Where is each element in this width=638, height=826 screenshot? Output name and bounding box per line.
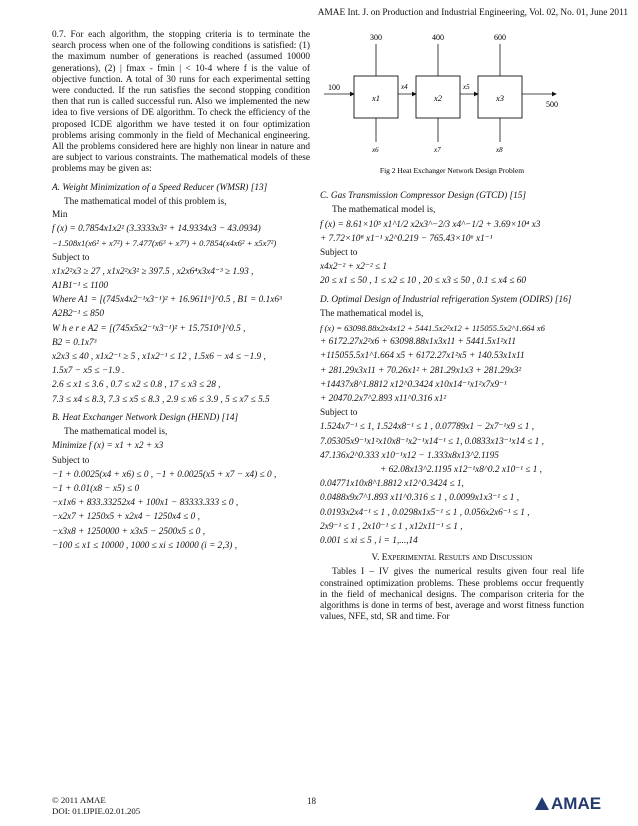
figure-top-label: 300 (370, 33, 382, 42)
subject-to-label: Subject to (52, 455, 90, 466)
equation: W h e r e A2 = [(745x5x2⁻¹x3⁻¹)² + 15.7510⁶]^0.5 , (52, 323, 246, 334)
subject-to-label: Subject to (320, 408, 358, 419)
brand-text: AMAE (551, 794, 602, 813)
equation: 47.136x2^0.333 x10⁻¹x12 − 1.333x8x13^2.1195 (320, 450, 499, 461)
equation: 20 ≤ x1 ≤ 50 , 1 ≤ x2 ≤ 10 , 20 ≤ x3 ≤ 50 , 0.1 ≤ x4 ≤ 60 (320, 276, 527, 287)
figure-top-label: 600 (494, 33, 506, 42)
figure-caption: Fig 2 Heat Exchanger Network Design Problem (379, 166, 525, 175)
equation: −1.508x1(x6² + x7²) + 7.477(x6³ + x7³) + 0.7854(x4x6² + x5x7²) (52, 238, 277, 249)
equation: A1B1⁻¹ ≤ 1100 (52, 281, 109, 292)
min-label: Min (52, 210, 68, 221)
figure-inlet-label: 100 (328, 83, 340, 92)
copyright: © 2011 AMAE (52, 795, 106, 805)
equation: 0.0488x9x7^1.893 x11^0.316 ≤ 1 , 0.0099x1x3⁻¹ ≤ 1 , (320, 493, 520, 504)
equation: Where A1 = [(745x4x2⁻¹x3⁻¹)² + 16.9611⁶]^0.5 , B1 = 0.1x6³ (52, 295, 282, 306)
figure-top-label: 400 (432, 33, 444, 42)
equation: 7.3 ≤ x4 ≤ 8.3, 7.3 ≤ x5 ≤ 8.3 , 2.9 ≤ x6 ≤ 3.9 , 5 ≤ x7 ≤ 5.5 (52, 394, 270, 405)
equation: + 6172.27x2²x6 + 63098.88x1x3x11 + 5441.5x1²x11 (320, 337, 517, 348)
equation: 2.6 ≤ x1 ≤ 3.6 , 0.7 ≤ x2 ≤ 0.8 , 17 ≤ x3 ≤ 28 , (52, 380, 221, 391)
equation: Minimize f (x) = x1 + x2 + x3 (52, 441, 164, 452)
heat-exchanger-network-figure (320, 30, 584, 180)
figure-outlet-label: 500 (546, 100, 558, 109)
equation: +115055.5x1^1.664 x5 + 6172.27x1²x5 + 140.53x1x11 (320, 351, 525, 362)
footer-left (52, 795, 140, 817)
section-c-heading: C. Gas Transmission Compressor Design (GTCD) [15] (320, 191, 527, 202)
logo-triangle-icon (535, 797, 549, 810)
journal-header: AMAE Int. J. on Production and Industrial Engineering, Vol. 02, No. 01, June 2011 (317, 8, 628, 18)
box-label: x3 (495, 93, 505, 103)
doi: DOI: 01.IJPIE.02.01.205 (52, 806, 141, 816)
equation: + 20470.2x7^2.893 x11^0.316 x1² (320, 394, 447, 405)
section-a-intro: The mathematical model of this problem is, (64, 196, 227, 207)
left-column (52, 30, 310, 555)
equation: x4x2⁻² + x2⁻² ≤ 1 (320, 262, 388, 273)
equation: + 62.08x13^2.1195 x12⁻¹x8^0.2 x10⁻¹ ≤ 1 , (380, 465, 542, 476)
section-b-intro: The mathematical model is, (64, 427, 168, 438)
right-column (320, 30, 584, 624)
bottom-label: x8 (496, 146, 503, 154)
equation: 1.5x7 − x5 ≤ −1.9 . (52, 366, 125, 377)
section-b-heading: B. Heat Exchanger Network Design (HEND) [14] (52, 412, 239, 423)
equation: A2B2⁻¹ ≤ 850 (52, 309, 105, 320)
bottom-label: x7 (434, 146, 441, 154)
section-c-intro: The mathematical model is, (332, 205, 436, 216)
amae-logo (535, 794, 601, 814)
equation: B2 = 0.1x7³ (52, 337, 97, 348)
equation: 0.0193x2x4⁻¹ ≤ 1 , 0.0298x1x5⁻¹ ≤ 1 , 0.056x2x6⁻¹ ≤ 1 , (320, 507, 530, 518)
section-d-intro: The mathematical model is, (320, 308, 424, 319)
subject-to-label: Subject to (320, 248, 358, 259)
equation: x1x2²x3 ≥ 27 , x1x2²x3² ≥ 397.5 , x2x6⁴x3x4⁻³ ≥ 1.93 , (52, 266, 254, 277)
equation: −x3x8 + 1250000 + x3x5 − 2500x5 ≤ 0 , (52, 526, 206, 537)
equation: f (x) = 8.61×10⁵ x1^1/2 x2x3^−2/3 x4^−1/2 + 3.69×10⁴ x3 (320, 219, 541, 230)
link-label: x5 (463, 83, 470, 91)
equation: 0.04771x10x8^1.8812 x12^0.3424 ≤ 1, (320, 479, 464, 490)
equation: 0.001 ≤ xi ≤ 5 , i = 1,...,14 (320, 536, 418, 547)
equation: −100 ≤ x1 ≤ 10000 , 1000 ≤ xi ≤ 10000 (i = 2,3) , (52, 540, 238, 551)
box-label: x2 (433, 93, 443, 103)
equation: f (x) = 63098.88x2x4x12 + 5441.5x2²x12 + 115055.5x2^1.664 x6 (320, 323, 545, 334)
section-v-paragraph: Tables I – IV gives the numerical results given four real life constrained optimization problems. These problems occur frequently in the field of mechanical designs. The comparison criteria for the algorithms is done in terms of best, average and worst fitness function values, NFE, std, SR and time. For (320, 567, 584, 623)
section-v-heading: V. Experimental Results and Discussion (371, 553, 533, 564)
link-label: x4 (401, 83, 408, 91)
equation: + 7.72×10⁸ x1⁻¹ x2^0.219 − 765.43×10⁶ x1⁻¹ (320, 233, 493, 244)
equation: −x2x7 + 1250x5 + x2x4 − 1250x4 ≤ 0 , (52, 512, 200, 523)
equation: 2x9⁻¹ ≤ 1 , 2x10⁻¹ ≤ 1 , x12x11⁻¹ ≤ 1 , (320, 521, 463, 532)
equation: + 281.29x3x11 + 70.26x1² + 281.29x1x3 + 281.29x3² (320, 365, 522, 376)
equation: −1 + 0.0025(x4 + x6) ≤ 0 , −1 + 0.0025(x5 + x7 − x4) ≤ 0 , (52, 469, 277, 480)
equation: −1 + 0.01(x8 − x5) ≤ 0 (52, 483, 140, 494)
bottom-label: x6 (372, 146, 379, 154)
equation: x2x3 ≤ 40 , x1x2⁻¹ ≥ 5 , x1x2⁻¹ ≤ 12 , 1.5x6 − x4 ≤ −1.9 , (52, 352, 266, 363)
equation: 7.05305x9⁻¹x1²x10x8⁻¹x2⁻¹x14⁻¹ ≤ 1, 0.0833x13⁻¹x14 ≤ 1 , (320, 436, 544, 447)
equation: +14437x8^1.8812 x12^0.3424 x10x14⁻¹x1²x7x9⁻¹ (320, 379, 507, 390)
page-number: 18 (307, 796, 316, 806)
section-a-heading: A. Weight Minimization of a Speed Reducer (WMSR) [13] (52, 182, 268, 193)
equation: 1.524x7⁻¹ ≤ 1, 1.524x8⁻¹ ≤ 1 , 0.07789x1 − 2x7⁻¹x9 ≤ 1 , (320, 422, 535, 433)
section-d-heading: D. Optimal Design of Industrial refrigeration System (ODIRS) [16] (320, 294, 572, 305)
equation: f (x) = 0.7854x1x2² (3.3333x3² + 14.9334x3 − 43.0934) (52, 224, 261, 235)
intro-paragraph: 0.7. For each algorithm, the stopping criteria is to terminate the search process when one of the following conditions is satisfied: (1) the maximum number of generations is reached (assumed 10000 generations), (2) | fmax - fmin | < 10-4 where f is the value of objective function. A total of 30 runs for each experimental setting were conducted. If the run satisfies the second stopping condition then that run is called successful run. Also we implemented the new idea to five versions of DE algorithm. To check the efficiency of the proposed ICDE algorithm we have tested it on four optimization problems arising commonly in the field of Mechanical engineering. All the problems considered here are highly non linear in nature and are subject to various constraints. The mathematical models of these problems may be given as: (52, 30, 310, 175)
equation: −x1x6 + 833.33252x4 + 100x1 − 83333.333 ≤ 0 , (52, 498, 239, 509)
box-label: x1 (371, 93, 381, 103)
subject-to-label: Subject to (52, 252, 90, 263)
